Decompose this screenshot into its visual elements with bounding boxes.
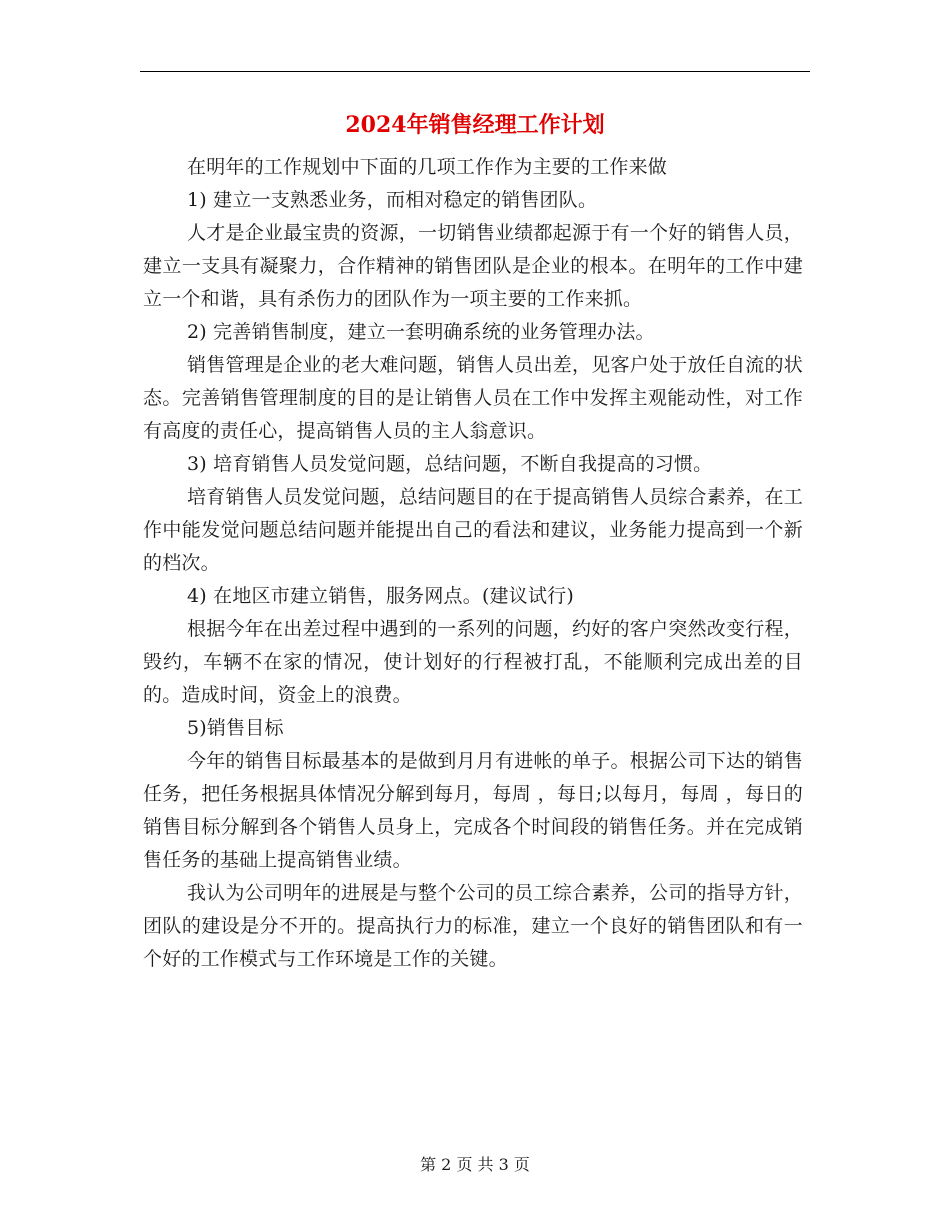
- page-number-footer: 第 2 页 共 3 页: [420, 1155, 530, 1174]
- heading-item-1: 1) 建立一支熟悉业务，而相对稳定的销售团队。: [187, 189, 598, 211]
- paragraph-item-1: 人才是企业最宝贵的资源，一切销售业绩都起源于有一个好的销售人员，建立一支具有凝聚力，合作精神的销售团队是企业的根本。在明年的工作中建立一个和谐，具有杀伤力的团队作为一项主要的工作来抓。: [143, 222, 803, 310]
- header-rule: [140, 71, 810, 72]
- heading-item-4: 4) 在地区市建立销售，服务网点。(建议试行): [187, 585, 574, 607]
- paragraph-intro: 在明年的工作规划中下面的几项工作作为主要的工作来做: [187, 156, 668, 178]
- heading-item-3: 3) 培育销售人员发觉问题，总结问题，不断自我提高的习惯。: [187, 453, 713, 475]
- paragraph-item-2: 销售管理是企业的老大难问题，销售人员出差，见客户处于放任自流的状态。完善销售管理制度的目的是让销售人员在工作中发挥主观能动性，对工作有高度的责任心，提高销售人员的主人翁意识。: [143, 354, 803, 442]
- paragraph-item-3: 培育销售人员发觉问题，总结问题目的在于提高销售人员综合素养，在工作中能发觉问题总结问题并能提出自己的看法和建议，业务能力提高到一个新的档次。: [143, 486, 803, 574]
- paragraph-conclusion: 我认为公司明年的进展是与整个公司的员工综合素养，公司的指导方针，团队的建设是分不开的。提高执行力的标准，建立一个良好的销售团队和有一个好的工作模式与工作环境是工作的关键。: [143, 882, 803, 970]
- paragraph-item-4: 根据今年在出差过程中遇到的一系列的问题，约好的客户突然改变行程，毁约，车辆不在家的情况，使计划好的行程被打乱，不能顺利完成出差的目的。造成时间，资金上的浪费。: [143, 618, 803, 706]
- paragraph-item-5: 今年的销售目标最基本的是做到月月有进帐的单子。根据公司下达的销售任务，把任务根据具体情况分解到每月，每周 ，每日;以每月，每周 ，每日的销售目标分解到各个销售人员身上，完成各个时间段的销售任务。并在完成销售任务的基础上提高销售业绩。: [143, 750, 803, 871]
- document-body: [143, 151, 803, 976]
- heading-item-2: 2) 完善销售制度，建立一套明确系统的业务管理办法。: [187, 321, 655, 343]
- heading-item-5: 5)销售目标: [187, 717, 284, 739]
- document-title: 2024年销售经理工作计划: [345, 112, 605, 138]
